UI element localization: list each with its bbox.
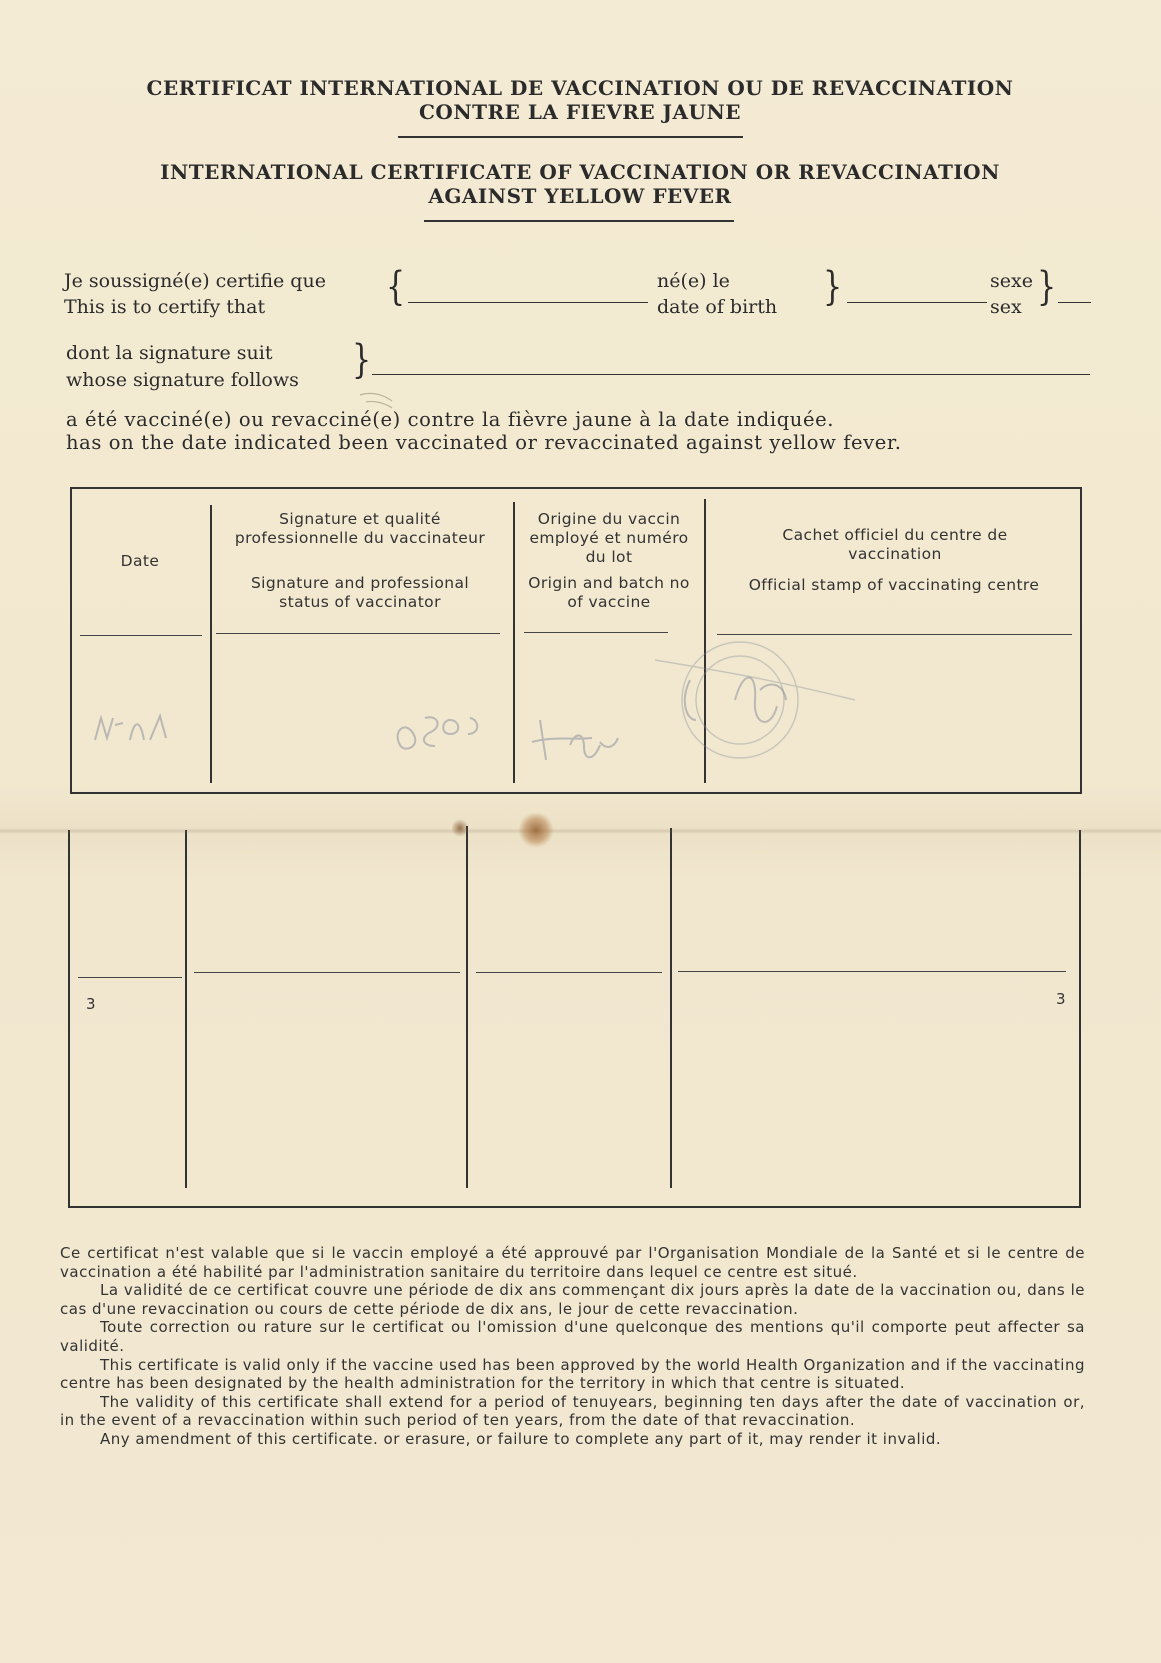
signature-label-fr: dont la signature suit xyxy=(66,342,273,364)
statement-en: has on the date indicated been vaccinated or revaccinated against yellow fever. xyxy=(66,431,902,454)
paper-stain-small xyxy=(452,818,468,838)
lower-divider-3 xyxy=(670,828,672,1188)
sex-label-en: sex xyxy=(990,296,1022,318)
signature-label-en: whose signature follows xyxy=(66,369,299,391)
en-title-line2: AGAINST YELLOW FEVER xyxy=(428,184,732,208)
header-date: Date xyxy=(120,552,160,570)
dob-label-en: date of birth xyxy=(657,296,778,318)
header-origin-fr: Origine du vaccin employé et numéro du lot xyxy=(529,510,689,566)
fr-title-line2: CONTRE LA FIEVRE JAUNE xyxy=(419,100,741,124)
paper-stain xyxy=(518,812,554,848)
brace-dob: } xyxy=(823,264,843,311)
brace-sex: } xyxy=(1037,264,1057,311)
row-number-left: 3 xyxy=(86,995,96,1013)
lower-row-date-line xyxy=(78,977,182,978)
lower-row-origin-line xyxy=(476,972,662,973)
certify-label-en: This is to certify that xyxy=(64,296,266,318)
note-en-1: This certificate is valid only if the vaccine used has been approved by the world Health Organization and if the vaccinating centre has been designated by the health administration for the territory in which that centre is situated. xyxy=(60,1355,1085,1393)
header-signature-fr: Signature et qualité professionnelle du vaccinateur xyxy=(234,510,486,547)
fr-title-line1: CERTIFICAT INTERNATIONAL DE VACCINATION OU DE REVACCINATION xyxy=(146,76,1014,100)
dob-label-fr: né(e) le xyxy=(657,270,730,292)
lower-row-signature-line xyxy=(194,972,460,973)
note-fr-3: Toute correction ou rature sur le certificat ou l'omission d'une quelconque des mentions qu'il comporte peut affecter sa validité. xyxy=(60,1318,1085,1355)
sex-label-fr: sexe xyxy=(990,270,1033,292)
note-fr-2: La validité de ce certificat couvre une période de dix ans commençant dix jours après la date de la vaccination ou, dans le cas d'une revaccination ou cours de cette période de dix ans, le jour de cette revaccination. xyxy=(60,1281,1085,1318)
certify-label-fr: Je soussigné(e) certifie que xyxy=(64,270,326,292)
validity-notes xyxy=(60,1244,1085,1449)
lower-row-stamp-line xyxy=(678,971,1066,972)
header-origin-en: Origin and batch no of vaccine xyxy=(528,574,690,611)
note-fr-1: Ce certificat n'est valable que si le vaccin employé a été approuvé par l'Organisation Mondiale de la Santé et si le centre de vaccination a été habilité par l'administration sanitaire du territoire dans lequel ce centre est situé. xyxy=(60,1244,1085,1281)
brace-left-name: { xyxy=(386,264,406,311)
note-en-3: Any amendment of this certificate. or erasure, or failure to complete any part of it, may render it invalid. xyxy=(100,1429,942,1448)
en-title-line1: INTERNATIONAL CERTIFICATE OF VACCINATION OR REVACCINATION xyxy=(160,160,1000,184)
lower-divider-1 xyxy=(185,830,187,1188)
statement-fr: a été vacciné(e) ou revacciné(e) contre la fièvre jaune à la date indiquée. xyxy=(66,408,835,431)
header-signature-en: Signature and professional status of vaccinator xyxy=(250,574,470,611)
lower-divider-2 xyxy=(466,826,468,1188)
paper-fold xyxy=(0,828,1161,834)
header-stamp-fr: Cachet officiel du centre de vaccination xyxy=(782,526,1008,563)
vaccination-table-lower xyxy=(68,830,1081,1208)
brace-signature: } xyxy=(352,337,372,384)
row-number-right: 3 xyxy=(1056,990,1066,1008)
note-en-2: The validity of this certificate shall extend for a period of tenuyears, beginning ten days after the date of vaccination or, in the event of a revaccination within such period of ten years, from the date of that revaccination. xyxy=(60,1392,1085,1430)
header-stamp-en: Official stamp of vaccinating centre xyxy=(748,576,1040,594)
